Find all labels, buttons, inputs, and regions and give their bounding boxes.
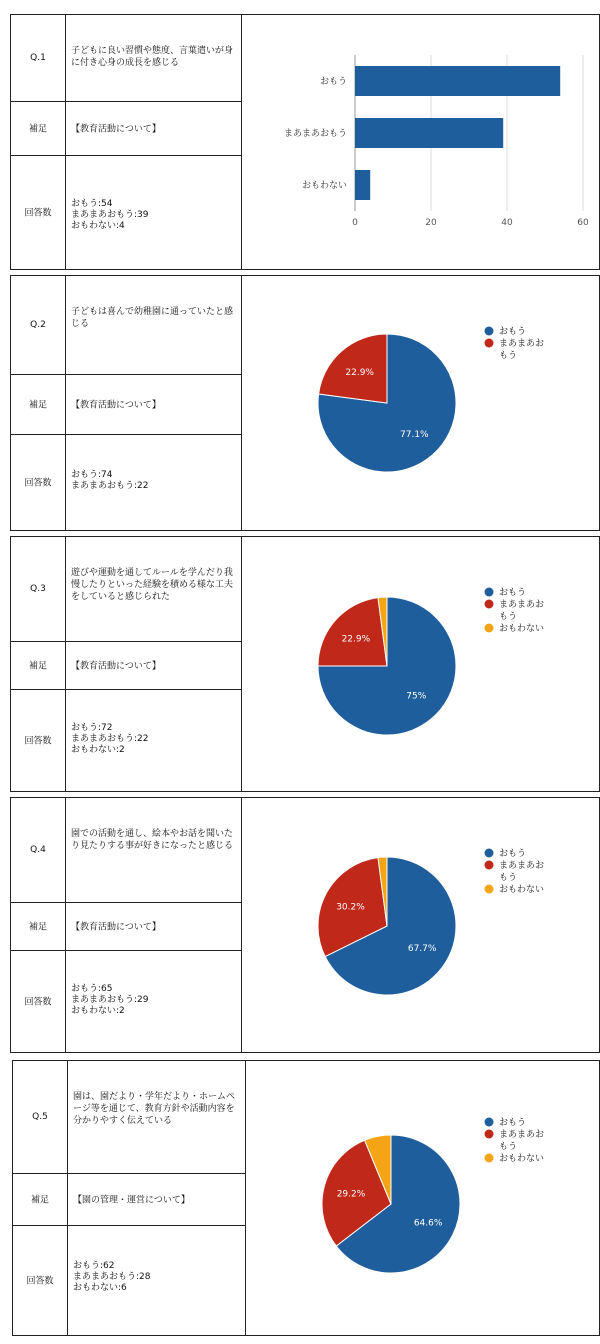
slice-label: 22.9% <box>345 367 374 378</box>
pie-chart <box>241 276 599 530</box>
answers-label: 回答数 <box>24 478 52 489</box>
pie-slice <box>318 598 387 666</box>
legend-label: もう <box>499 351 518 361</box>
answers-label: 回答数 <box>24 208 52 219</box>
supplement-label: 補足 <box>30 1195 49 1206</box>
slice-label: 67.7% <box>407 943 437 954</box>
question-text: 子どもは喜んで幼稚園に通っていたと感じる <box>71 307 234 329</box>
legend-label: おもわない <box>499 1154 545 1164</box>
question-block-2 <box>10 275 600 531</box>
legend-label: おもう <box>499 849 527 859</box>
legend-swatch <box>485 327 494 336</box>
answer-counts <box>71 723 149 756</box>
legend-label: もう <box>499 1142 518 1152</box>
supplement-label: 補足 <box>28 922 47 933</box>
answer-count: まあまあおもう:22 <box>71 734 149 744</box>
supplement-text: 【教育活動について】 <box>71 661 161 672</box>
supplement-text: 【教育活動について】 <box>71 922 161 933</box>
label-column <box>11 798 66 1052</box>
supplement-label: 補足 <box>28 661 47 672</box>
question-number: Q.2 <box>30 320 46 330</box>
category-label: おもう <box>319 77 347 87</box>
question-block-3 <box>10 536 600 792</box>
pie-chart <box>241 537 599 791</box>
legend-label: おもう <box>499 588 527 598</box>
answer-counts <box>73 1261 151 1294</box>
legend-label: まあまあお <box>499 1130 545 1140</box>
answers-label: 回答数 <box>26 1276 54 1287</box>
legend-swatch <box>485 624 494 633</box>
content-column <box>65 537 242 791</box>
slice-label: 77.1% <box>400 430 429 441</box>
answer-count: おもわない:2 <box>71 745 125 755</box>
slice-label: 75% <box>406 691 427 702</box>
legend-label: もう <box>499 873 518 883</box>
question-text: 子どもに良い習慣や態度、言葉遣いが身に付き心身の成長を感じる <box>71 46 234 68</box>
legend-swatch <box>485 1154 494 1163</box>
pie-chart <box>241 798 599 1052</box>
x-tick-label: 40 <box>501 218 513 228</box>
x-tick-label: 20 <box>425 218 437 228</box>
question-text: 園は、園だより・学年だより・ホームページ等を通じて、教育方針や活動内容を分かりやすく伝えている <box>73 1092 236 1126</box>
legend-swatch <box>485 1118 494 1127</box>
answer-count: おもわない:6 <box>73 1283 127 1293</box>
answer-count: まあまあおもう:28 <box>73 1272 151 1282</box>
question-block-4 <box>10 797 600 1053</box>
supplement-text: 【園の管理・運営について】 <box>73 1195 190 1206</box>
question-number: Q.3 <box>30 584 46 594</box>
category-label: まあまあおもう <box>283 129 347 139</box>
answer-count: おもわない:2 <box>71 1006 125 1016</box>
answer-count: おもう:54 <box>71 199 113 209</box>
chart-area <box>245 1061 599 1335</box>
supplement-text: 【教育活動について】 <box>71 124 161 135</box>
question-number: Q.1 <box>30 53 46 63</box>
legend-label: おもう <box>499 327 527 337</box>
content-column <box>67 1061 246 1335</box>
question-block-1 <box>10 14 600 270</box>
supplement-label: 補足 <box>28 124 47 135</box>
category-label: おもわない <box>301 181 347 191</box>
legend-label: まあまあお <box>499 339 545 349</box>
bar <box>355 66 560 96</box>
answer-count: まあまあおもう:39 <box>71 210 149 220</box>
answer-count: まあまあおもう:29 <box>71 995 149 1005</box>
legend-swatch <box>485 1130 494 1139</box>
legend-label: おもわない <box>499 624 545 634</box>
legend-label: まあまあお <box>499 861 545 871</box>
legend-swatch <box>485 861 494 870</box>
legend-swatch <box>485 849 494 858</box>
chart-area <box>241 276 599 530</box>
label-column <box>11 276 66 530</box>
x-tick-label: 0 <box>352 218 358 228</box>
slice-label: 64.6% <box>413 1218 443 1229</box>
content-column <box>65 276 242 530</box>
answer-count: おもう:72 <box>71 723 113 733</box>
answer-counts <box>71 199 149 232</box>
answers-label: 回答数 <box>24 997 52 1008</box>
bar <box>355 170 370 200</box>
supplement-label: 補足 <box>28 400 47 411</box>
answer-count: おもう:65 <box>71 984 113 994</box>
legend-label: もう <box>499 612 518 622</box>
content-column <box>65 15 242 269</box>
label-column <box>11 537 66 791</box>
question-text: 園での活動を通し、絵本やお話を聞いたり見たりする事が好きになったと感じる <box>71 829 234 851</box>
pie-chart <box>245 1061 599 1335</box>
legend-swatch <box>485 885 494 894</box>
label-column <box>13 1061 68 1335</box>
answers-label: 回答数 <box>24 736 52 747</box>
question-number: Q.5 <box>32 1112 48 1122</box>
answer-count: まあまあおもう:22 <box>71 481 149 491</box>
answer-count: おもう:74 <box>71 470 113 480</box>
slice-label: 22.9% <box>341 634 371 645</box>
label-column <box>11 15 66 269</box>
legend-swatch <box>485 600 494 609</box>
answer-counts <box>71 984 149 1017</box>
legend-swatch <box>485 588 494 597</box>
chart-area <box>241 537 599 791</box>
content-column <box>65 798 242 1052</box>
legend-label: まあまあお <box>499 600 545 610</box>
chart-area <box>241 15 599 269</box>
question-text: 遊びや運動を通してルールを学んだり我慢したりといった経験を積める様な工夫をしていると感じられた <box>71 568 234 602</box>
answer-counts <box>71 470 149 492</box>
slice-label: 30.2% <box>336 902 365 913</box>
bar-chart <box>241 15 599 269</box>
chart-area <box>241 798 599 1052</box>
question-block-5 <box>12 1060 600 1336</box>
legend-swatch <box>485 339 494 348</box>
x-tick-label: 60 <box>577 218 589 228</box>
answer-count: おもう:62 <box>73 1261 115 1271</box>
legend-label: おもわない <box>499 885 545 895</box>
supplement-text: 【教育活動について】 <box>71 400 161 411</box>
slice-label: 29.2% <box>336 1189 366 1200</box>
legend-label: おもう <box>499 1118 527 1128</box>
answer-count: おもわない:4 <box>71 221 125 231</box>
question-number: Q.4 <box>30 845 46 855</box>
bar <box>355 118 503 148</box>
